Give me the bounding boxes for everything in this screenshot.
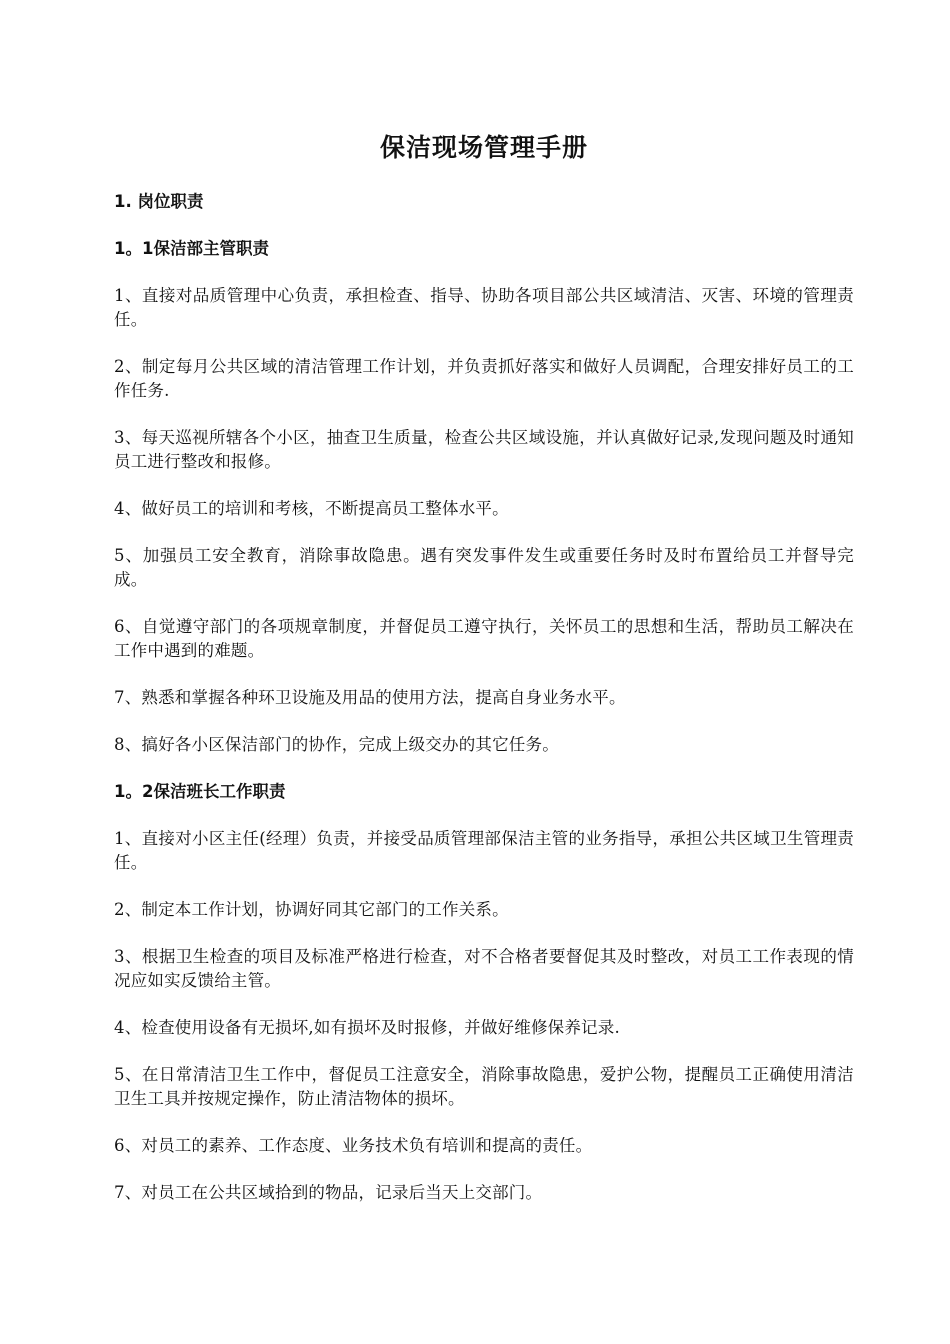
team-leader-duty-item: 3、根据卫生检查的项目及标准严格进行检查，对不合格者要督促其及时整改，对员工工作表现的情况应如实反馈给主管。 [114,947,854,990]
supervisor-duty-item: 4、做好员工的培训和考核，不断提高员工整体水平。 [114,499,509,518]
team-leader-duty-item: 2、制定本工作计划，协调好同其它部门的工作关系。 [114,900,509,919]
supervisor-duty-item: 7、熟悉和掌握各种环卫设施及用品的使用方法，提高自身业务水平。 [114,688,626,707]
supervisor-duty-item: 8、搞好各小区保洁部门的协作，完成上级交办的其它任务。 [114,735,559,754]
team-leader-duty-item: 7、对员工在公共区域拾到的物品，记录后当天上交部门。 [114,1183,543,1202]
team-leader-duty-item: 6、对员工的素养、工作态度、业务技术负有培训和提高的责任。 [114,1136,593,1155]
document-body [114,190,854,1228]
section-heading-supervisor-duties: 1。1保洁部主管职责 [114,239,269,258]
team-leader-duty-item: 5、在日常清洁卫生工作中，督促员工注意安全，消除事故隐患，爱护公物，提醒员工正确使用清洁卫生工具并按规定操作，防止清洁物体的损坏。 [114,1065,854,1108]
document-title: 保洁现场管理手册 [379,133,588,162]
supervisor-duty-item: 3、每天巡视所辖各个小区，抽查卫生质量，检查公共区域设施，并认真做好记录,发现问题及时通知员工进行整改和报修。 [114,428,854,471]
supervisor-duty-item: 6、自觉遵守部门的各项规章制度，并督促员工遵守执行，关怀员工的思想和生活，帮助员工解决在工作中遇到的难题。 [114,617,854,660]
supervisor-duty-item: 5、加强员工安全教育，消除事故隐患。遇有突发事件发生或重要任务时及时布置给员工并督导完成。 [114,546,854,589]
section-heading-team-leader-duties: 1。2保洁班长工作职责 [114,782,286,801]
supervisor-duty-item: 2、制定每月公共区域的清洁管理工作计划，并负责抓好落实和做好人员调配，合理安排好员工的工作任务. [114,357,854,400]
team-leader-duty-item: 4、检查使用设备有无损坏,如有损坏及时报修，并做好维修保养记录. [114,1018,620,1037]
section-heading-duties: 1. 岗位职责 [114,192,204,211]
supervisor-duty-item: 1、直接对品质管理中心负责，承担检查、指导、协助各项目部公共区域清洁、灭害、环境的管理责任。 [114,286,854,329]
team-leader-duty-item: 1、直接对小区主任(经理）负责，并接受品质管理部保洁主管的业务指导，承担公共区域卫生管理责任。 [114,829,854,872]
